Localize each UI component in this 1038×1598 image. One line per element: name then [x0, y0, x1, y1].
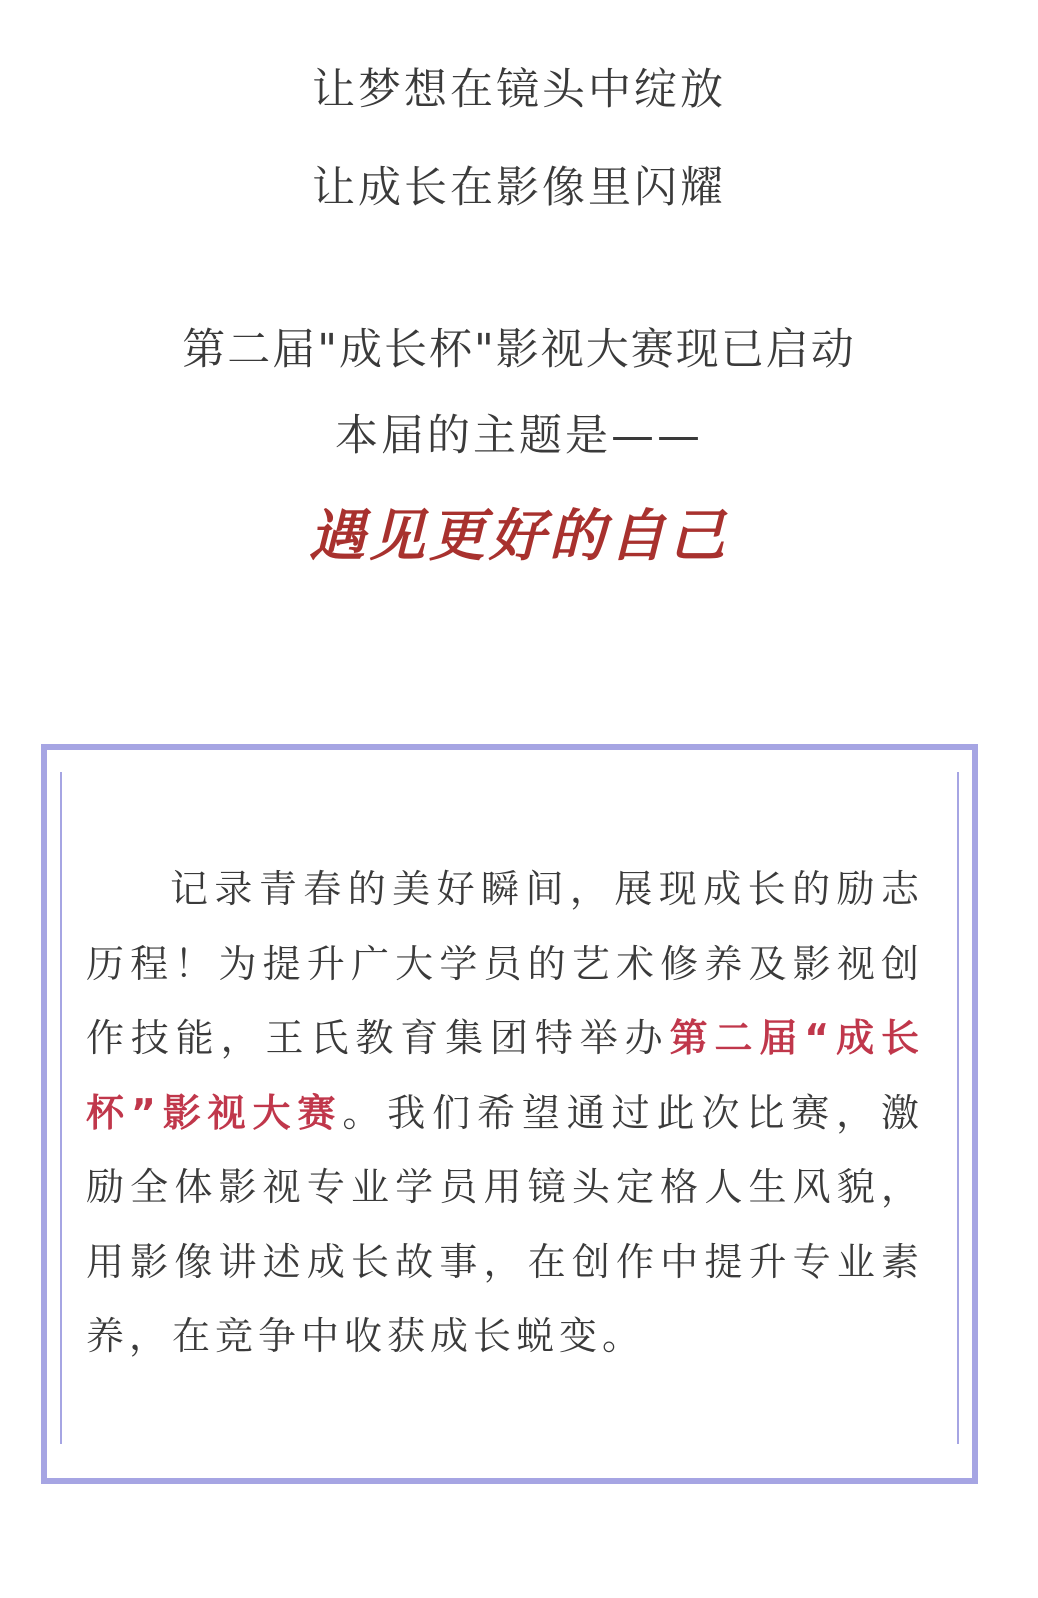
theme-title: 遇见更好的自己 — [309, 504, 729, 569]
theme-intro-line: 本届的主题是—— — [335, 411, 703, 461]
slogan-line-2: 让成长在影像里闪耀 — [312, 163, 726, 213]
description-text — [86, 852, 924, 1374]
frame-inner-rule-right — [957, 772, 959, 1444]
description-paragraph — [86, 852, 924, 1374]
slogan-line-1: 让梦想在镜头中绽放 — [312, 65, 726, 115]
contest-name-highlight: 第二届“成长杯”影视大赛 — [86, 1016, 924, 1135]
description-part-2: 。我们希望通过此次比赛，激励全体影视专业学员用镜头定格人生风貌，用影像讲述成长故事，在创作中提升专业素养，在竞争中收获成长蜕变。 — [86, 1090, 924, 1358]
frame-inner-rule-left — [60, 772, 62, 1444]
description-part-1: 记录青春的美好瞬间，展现成长的励志历程！为提升广大学员的艺术修养及影视创作技能，王氏教育集团特举办 — [86, 867, 924, 1060]
announcement-line: 第二届"成长杯"影视大赛现已启动 — [182, 325, 856, 375]
